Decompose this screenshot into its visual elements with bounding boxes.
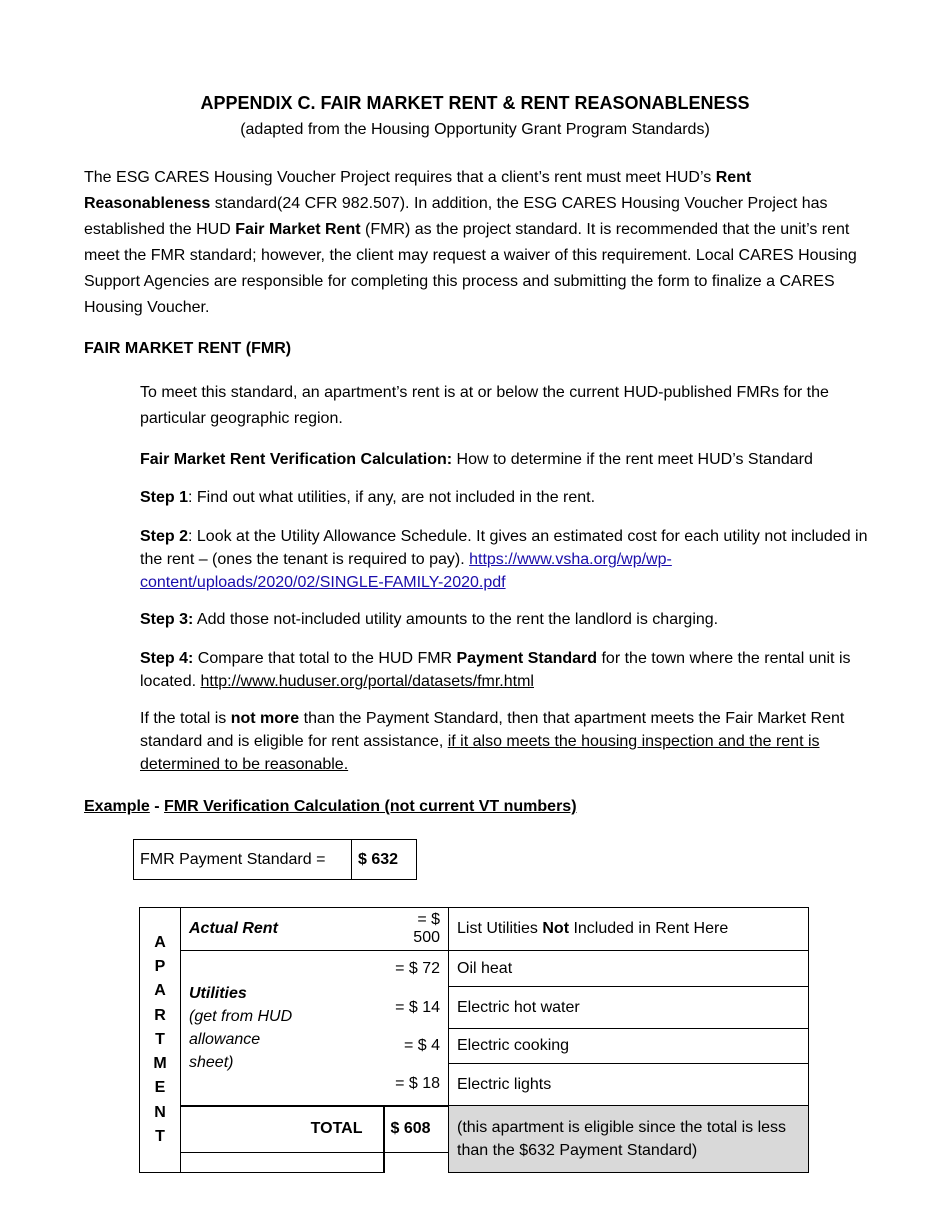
apartment-vertical-label: A P A R T M E N T (140, 908, 181, 1173)
fair-market-rent-term: Fair Market Rent (235, 221, 361, 238)
actual-rent-value: = $ 500 (384, 908, 449, 951)
standard-paragraph: To meet this standard, an apartment’s rent is at or below the current HUD-published FMRs for the particular geographic region. (140, 384, 829, 427)
rent-reasonableness-term: Rent Reasonableness (84, 169, 752, 212)
utility-name: Electric cooking (449, 1029, 809, 1064)
utility-amount: = $ 14 (384, 987, 449, 1029)
utility-amount: = $ 72 (384, 951, 449, 987)
fmr-calculation-table (139, 907, 809, 1173)
fmr-payment-standard-value: $ 632 (352, 840, 417, 880)
page-title: APPENDIX C. FAIR MARKET RENT & RENT REASONABLENESS (200, 93, 750, 113)
fmr-heading: FAIR MARKET RENT (FMR) (84, 340, 292, 357)
fmr-dataset-link[interactable]: http://www.huduser.org/portal/datasets/fmr.html (200, 673, 534, 690)
utility-name: Electric hot water (449, 987, 809, 1029)
intro-paragraph: The ESG CARES Housing Voucher Project requires that a client’s rent must meet HUD’s Rent Reasonableness standard(24 CFR 982.507). In addition, the ESG CARES Housing Voucher Project has established the HUD Fair Market Rent (FMR) as the project standard. It is recommended that the unit’s rent meet the FMR standard; however, the client may request a waiver of this requirement. Local CARES Housing Support Agencies are responsible for completing this process and submitting the form to finalize a CARES Housing Voucher. (84, 169, 857, 316)
step-4: Step 4: Compare that total to the HUD FMR Payment Standard for the town where the rental unit is located. http://www.huduser.org/portal/datasets/fmr.html (140, 650, 851, 690)
step-1: Step 1: Find out what utilities, if any, are not included in the rent. (140, 489, 596, 506)
step-3: Step 3: Add those not-included utility amounts to the rent the landlord is charging. (140, 611, 719, 628)
eligibility-note: (this apartment is eligible since the total is less than the $632 Payment Standard) (449, 1106, 809, 1173)
actual-rent-label: Actual Rent (181, 908, 384, 951)
utility-allowance-link[interactable]: https://www.vsha.org/wp/wp-content/uploads/2020/02/SINGLE-FAMILY-2020.pdf (140, 551, 672, 591)
utility-amount: = $ 4 (384, 1029, 449, 1064)
utilities-list-header: List Utilities Not Included in Rent Here (449, 908, 809, 951)
fmr-payment-standard-label: FMR Payment Standard = (134, 840, 352, 880)
page-subtitle: (adapted from the Housing Opportunity Grant Program Standards) (240, 121, 710, 138)
step-2: Step 2: Look at the Utility Allowance Schedule. It gives an estimated cost for each utility not included in the rent – (ones the tenant is required to pay). https://www.vsha.org/wp/wp-content/uploads/2020/02/SINGLE-FAMILY-2020.pdf (140, 528, 868, 591)
total-value: $ 608 (384, 1106, 449, 1153)
utility-amount: = $ 18 (384, 1064, 449, 1106)
utility-name: Oil heat (449, 951, 809, 987)
calc-intro: Fair Market Rent Verification Calculation: How to determine if the rent meet HUD’s Standard (140, 451, 813, 468)
total-label: TOTAL (181, 1106, 384, 1153)
example-heading: Example - FMR Verification Calculation (not current VT numbers) (84, 798, 577, 815)
utilities-label-cell: Utilities (get from HUD allowance sheet) (181, 951, 384, 1106)
fmr-payment-standard-box (133, 839, 417, 880)
eligibility-paragraph: If the total is not more than the Payment Standard, then that apartment meets the Fair Market Rent standard and is eligible for rent assistance, if it also meets the housing inspection and the rent is determined to be reasonable. (140, 710, 845, 773)
utility-name: Electric lights (449, 1064, 809, 1106)
